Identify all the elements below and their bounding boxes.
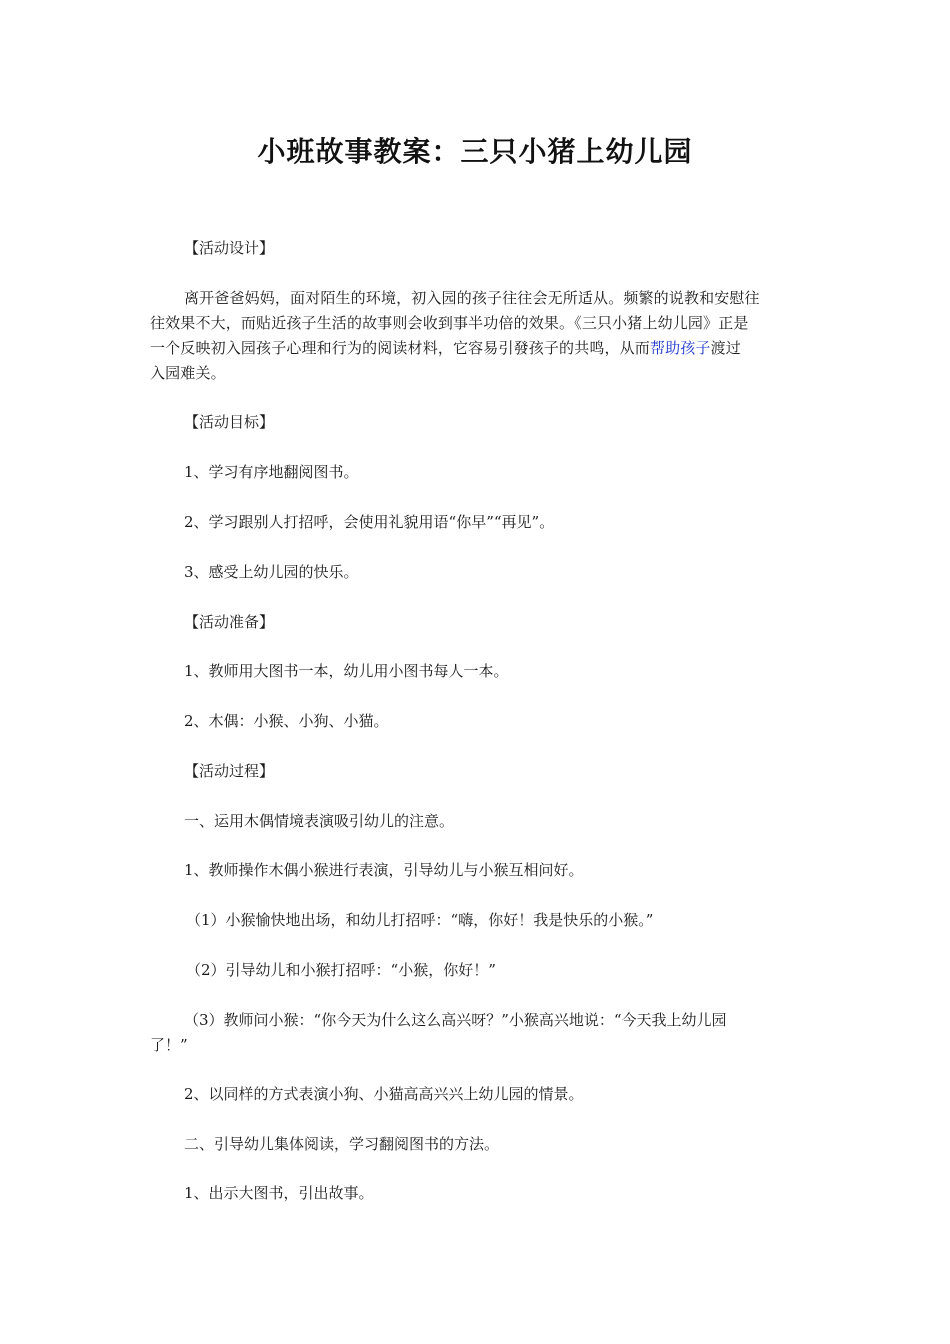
process-step-one-1-c <box>150 1008 802 1058</box>
design-paragraph-line-4: 入园难关。 <box>150 364 226 382</box>
goal-item-1: 1、学习有序地翻阅图书。 <box>184 463 359 481</box>
process-step-one-1: 1、教师操作木偶小猴进行表演，引导幼儿与小猴互相问好。 <box>184 861 584 879</box>
section-heading-design: 【活动设计】 <box>184 239 275 257</box>
process-step-two: 二、引导幼儿集体阅读，学习翻阅图书的方法。 <box>184 1135 500 1153</box>
prep-item-1: 1、教师用大图书一本，幼儿用小图书每人一本。 <box>184 662 509 680</box>
process-step-two-1: 1、出示大图书，引出故事。 <box>184 1184 374 1202</box>
process-step-one-1-c-line-2: 了！” <box>150 1036 188 1054</box>
prep-item-2: 2、木偶：小猴、小狗、小猫。 <box>184 712 389 730</box>
process-step-one: 一、运用木偶情境表演吸引幼儿的注意。 <box>184 812 455 830</box>
design-paragraph-line-3 <box>150 336 802 361</box>
page-title: 小班故事教案：三只小猪上幼儿园 <box>257 135 693 168</box>
process-step-one-1-c-line-1: （3）教师问小猴：“你今天为什么这么高兴呀？”小猴高兴地说：“今天我上幼儿园 <box>184 1011 727 1029</box>
section-heading-goals: 【活动目标】 <box>184 413 275 431</box>
design-paragraph-line-3-end: 渡过 <box>710 339 741 357</box>
design-paragraph <box>150 286 802 386</box>
help-children-link[interactable]: 帮助孩子 <box>649 339 711 357</box>
section-heading-prep: 【活动准备】 <box>184 613 275 631</box>
design-paragraph-line-3-text: 一个反映初入园孩子心理和行为的阅读材料，它容易引發孩子的共鸣，从而 <box>150 339 650 357</box>
process-step-one-1-a: （1）小猴愉快地出场，和幼儿打招呼：“嗨，你好！我是快乐的小猴。” <box>186 911 654 929</box>
design-paragraph-line-1: 离开爸爸妈妈，面对陌生的环境，初入园的孩子往往会无所适从。频繁的说教和安慰往 <box>184 289 760 307</box>
process-step-one-2: 2、以同样的方式表演小狗、小猫高高兴兴上幼儿园的情景。 <box>184 1085 584 1103</box>
goal-item-3: 3、感受上幼儿园的快乐。 <box>184 563 359 581</box>
section-heading-process: 【活动过程】 <box>184 762 275 780</box>
design-paragraph-line-2: 往效果不大，而贴近孩子生活的故事则会收到事半功倍的效果。《三只小猪上幼儿园》正是 <box>150 314 749 332</box>
goal-item-2: 2、学习跟别人打招呼，会使用礼貌用语“你早”“再见”。 <box>184 513 555 531</box>
process-step-one-1-b: （2）引导幼儿和小猴打招呼：“小猴，你好！” <box>186 961 496 979</box>
